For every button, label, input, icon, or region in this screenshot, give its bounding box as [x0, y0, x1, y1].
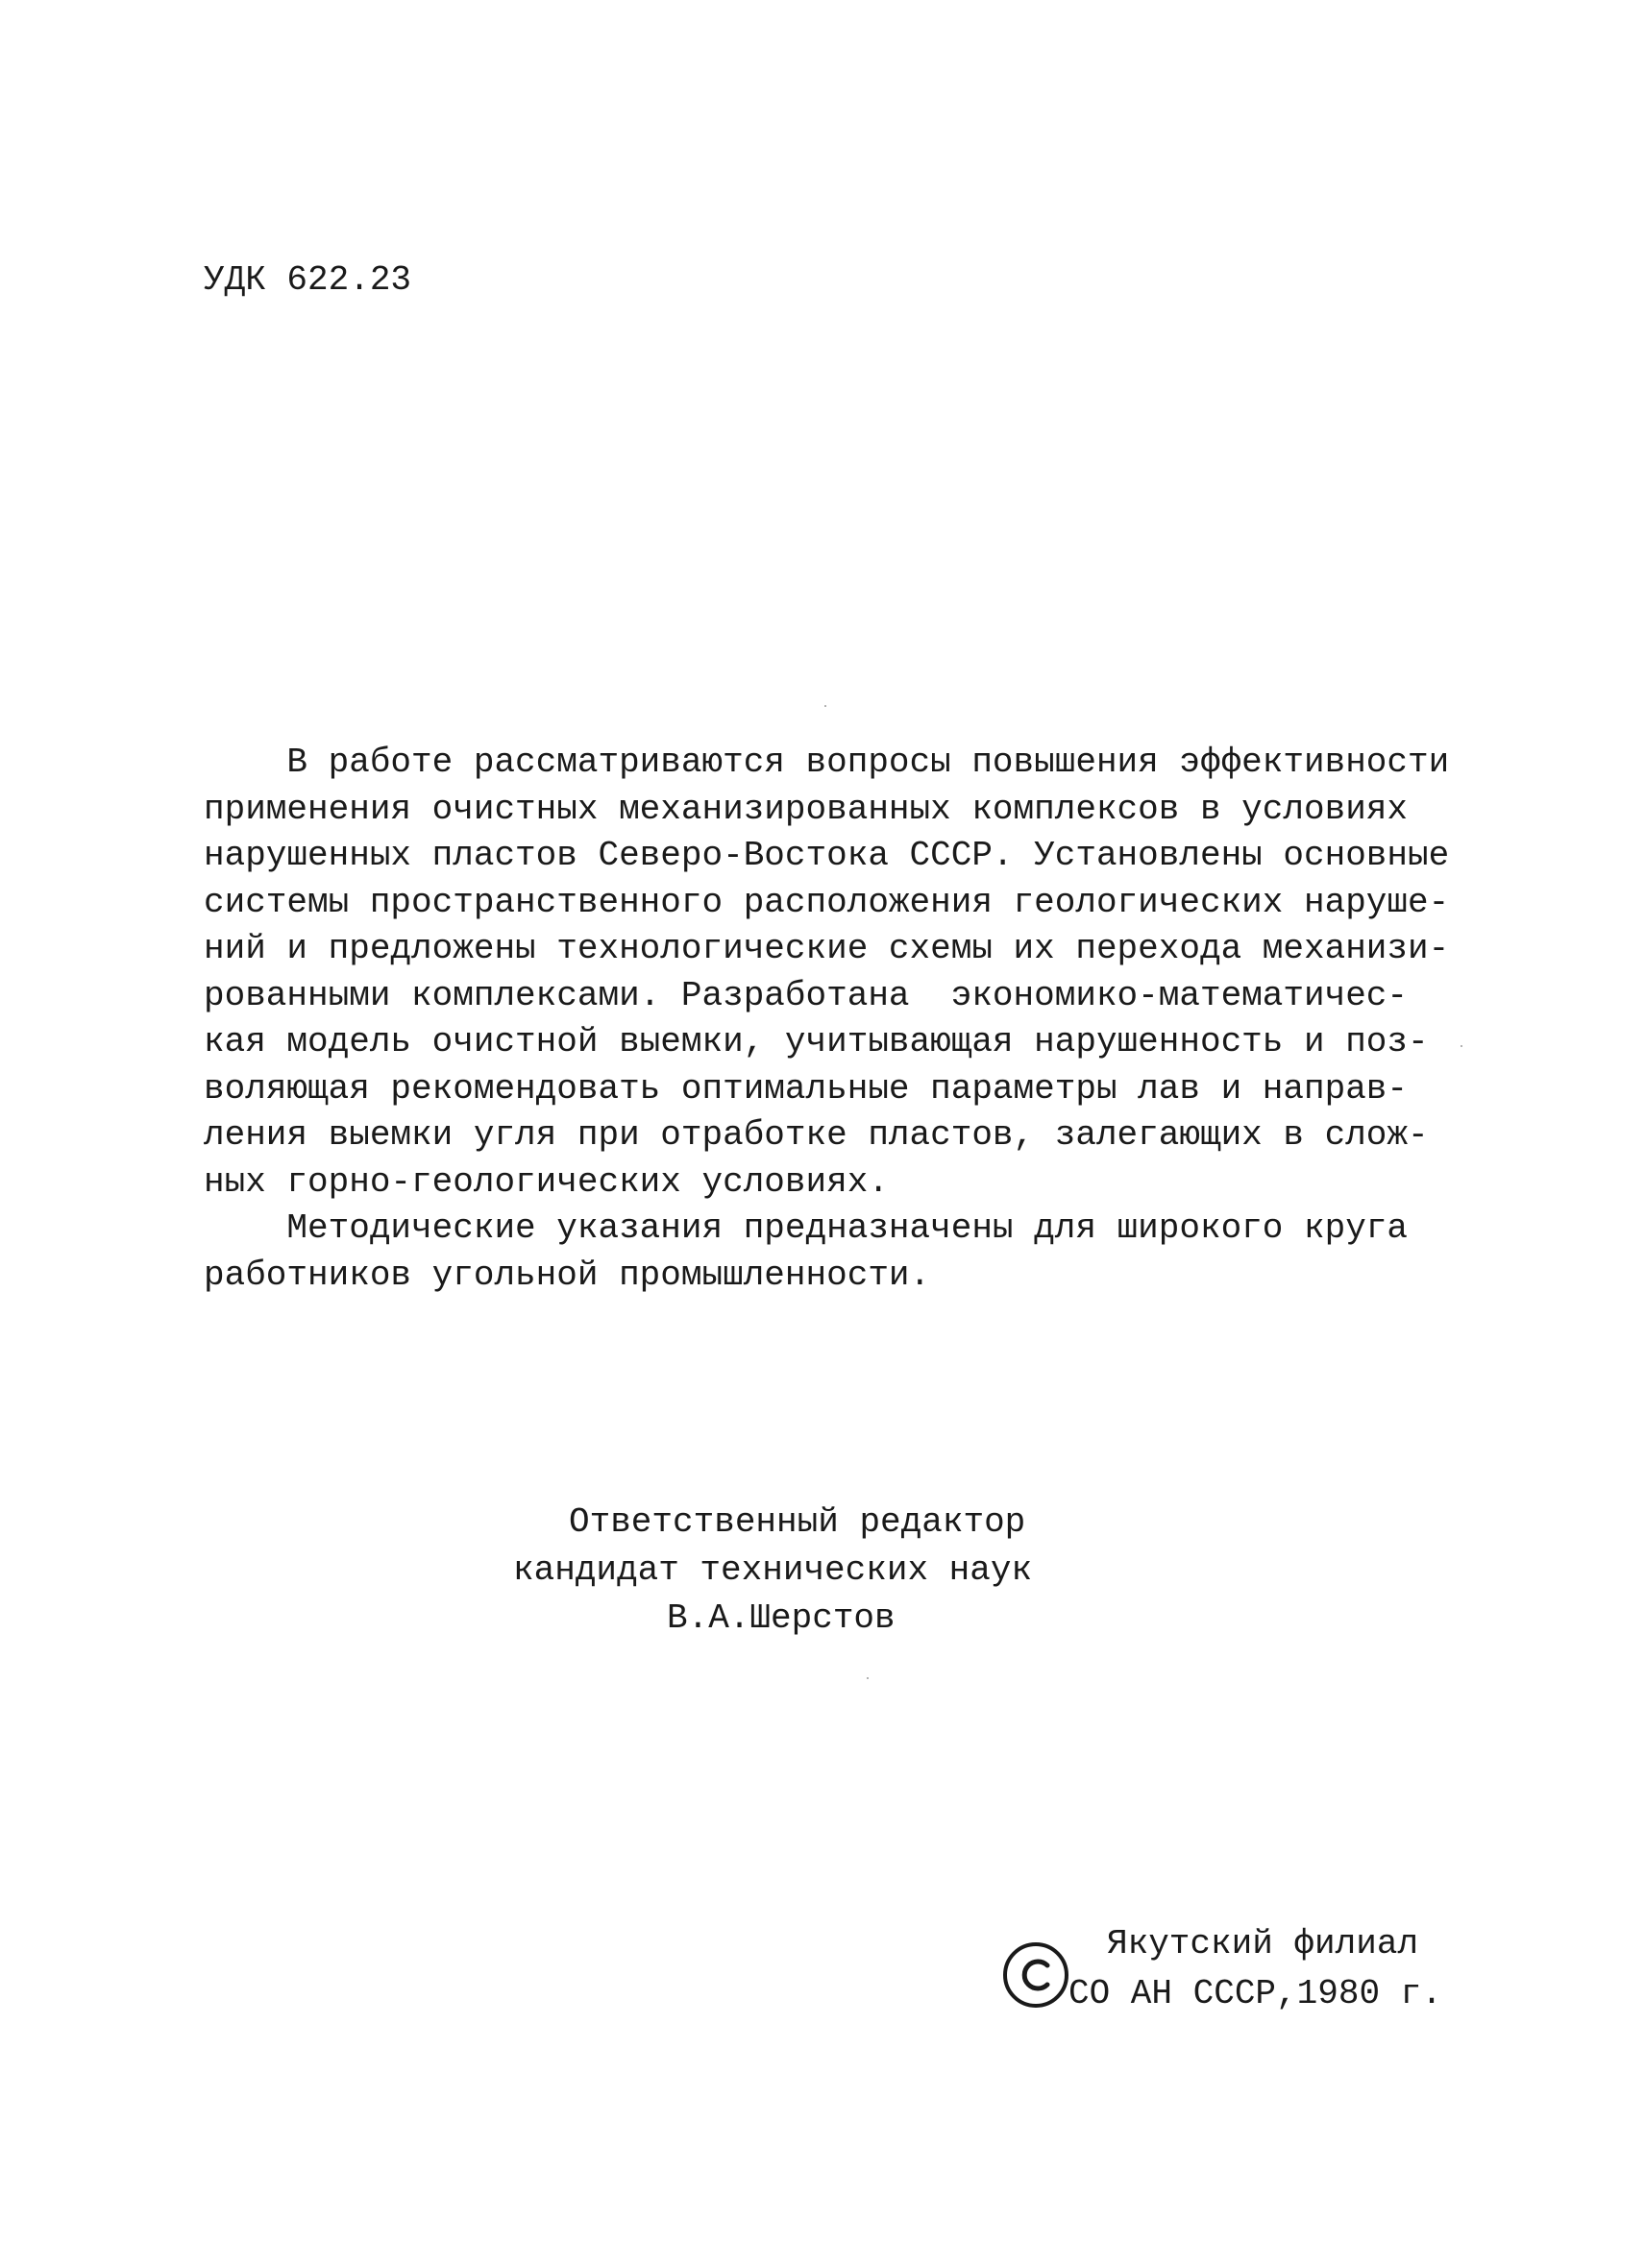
abstract-line: ления выемки угля при отработке пластов, залегающих в слож-: [204, 1115, 1429, 1155]
abstract-line: применения очистных механизированных комплексов в условиях: [204, 789, 1409, 829]
abstract-text: [204, 740, 1450, 1299]
scan-speck: [1461, 1045, 1462, 1047]
abstract-line: Методические указания предназначены для широкого круга: [204, 1208, 1409, 1248]
editor-role: Ответственный редактор: [569, 1502, 1026, 1542]
abstract-line: рованными комплексами. Разработана экономико-математичес-: [204, 975, 1409, 1015]
abstract-line: системы пространственного расположения геологических наруше-: [204, 882, 1450, 922]
abstract-line: кая модель очистной выемки, учитывающая нарушенность и поз-: [204, 1022, 1429, 1061]
editor-name: В.А.Шерстов: [667, 1598, 896, 1638]
abstract-line: нарушенных пластов Северо-Востока СССР. Установлены основные: [204, 836, 1450, 875]
abstract-line: ных горно-геологических условиях.: [204, 1161, 889, 1202]
abstract-line: В работе рассматриваются вопросы повышения эффективности: [204, 743, 1450, 782]
imprint-institution: Якутский филиал: [1107, 1924, 1419, 1963]
imprint-year: СО АН СССР,1980 г.: [1068, 1974, 1442, 2013]
editor-degree: кандидат технических наук: [513, 1550, 1033, 1590]
copyright-imprint: [999, 1921, 1441, 2027]
abstract-line: воляющая рекомендовать оптимальные параметры лав и направ-: [204, 1068, 1409, 1109]
abstract-line: работников угольной промышленности.: [204, 1255, 931, 1295]
scan-speck: [867, 1677, 869, 1679]
copyright-icon: [999, 1939, 1072, 2012]
udk-code: УДК 622.23: [204, 260, 412, 300]
abstract-line: ний и предложены технологические схемы их перехода механизи-: [204, 929, 1450, 968]
scan-speck: [824, 705, 826, 707]
